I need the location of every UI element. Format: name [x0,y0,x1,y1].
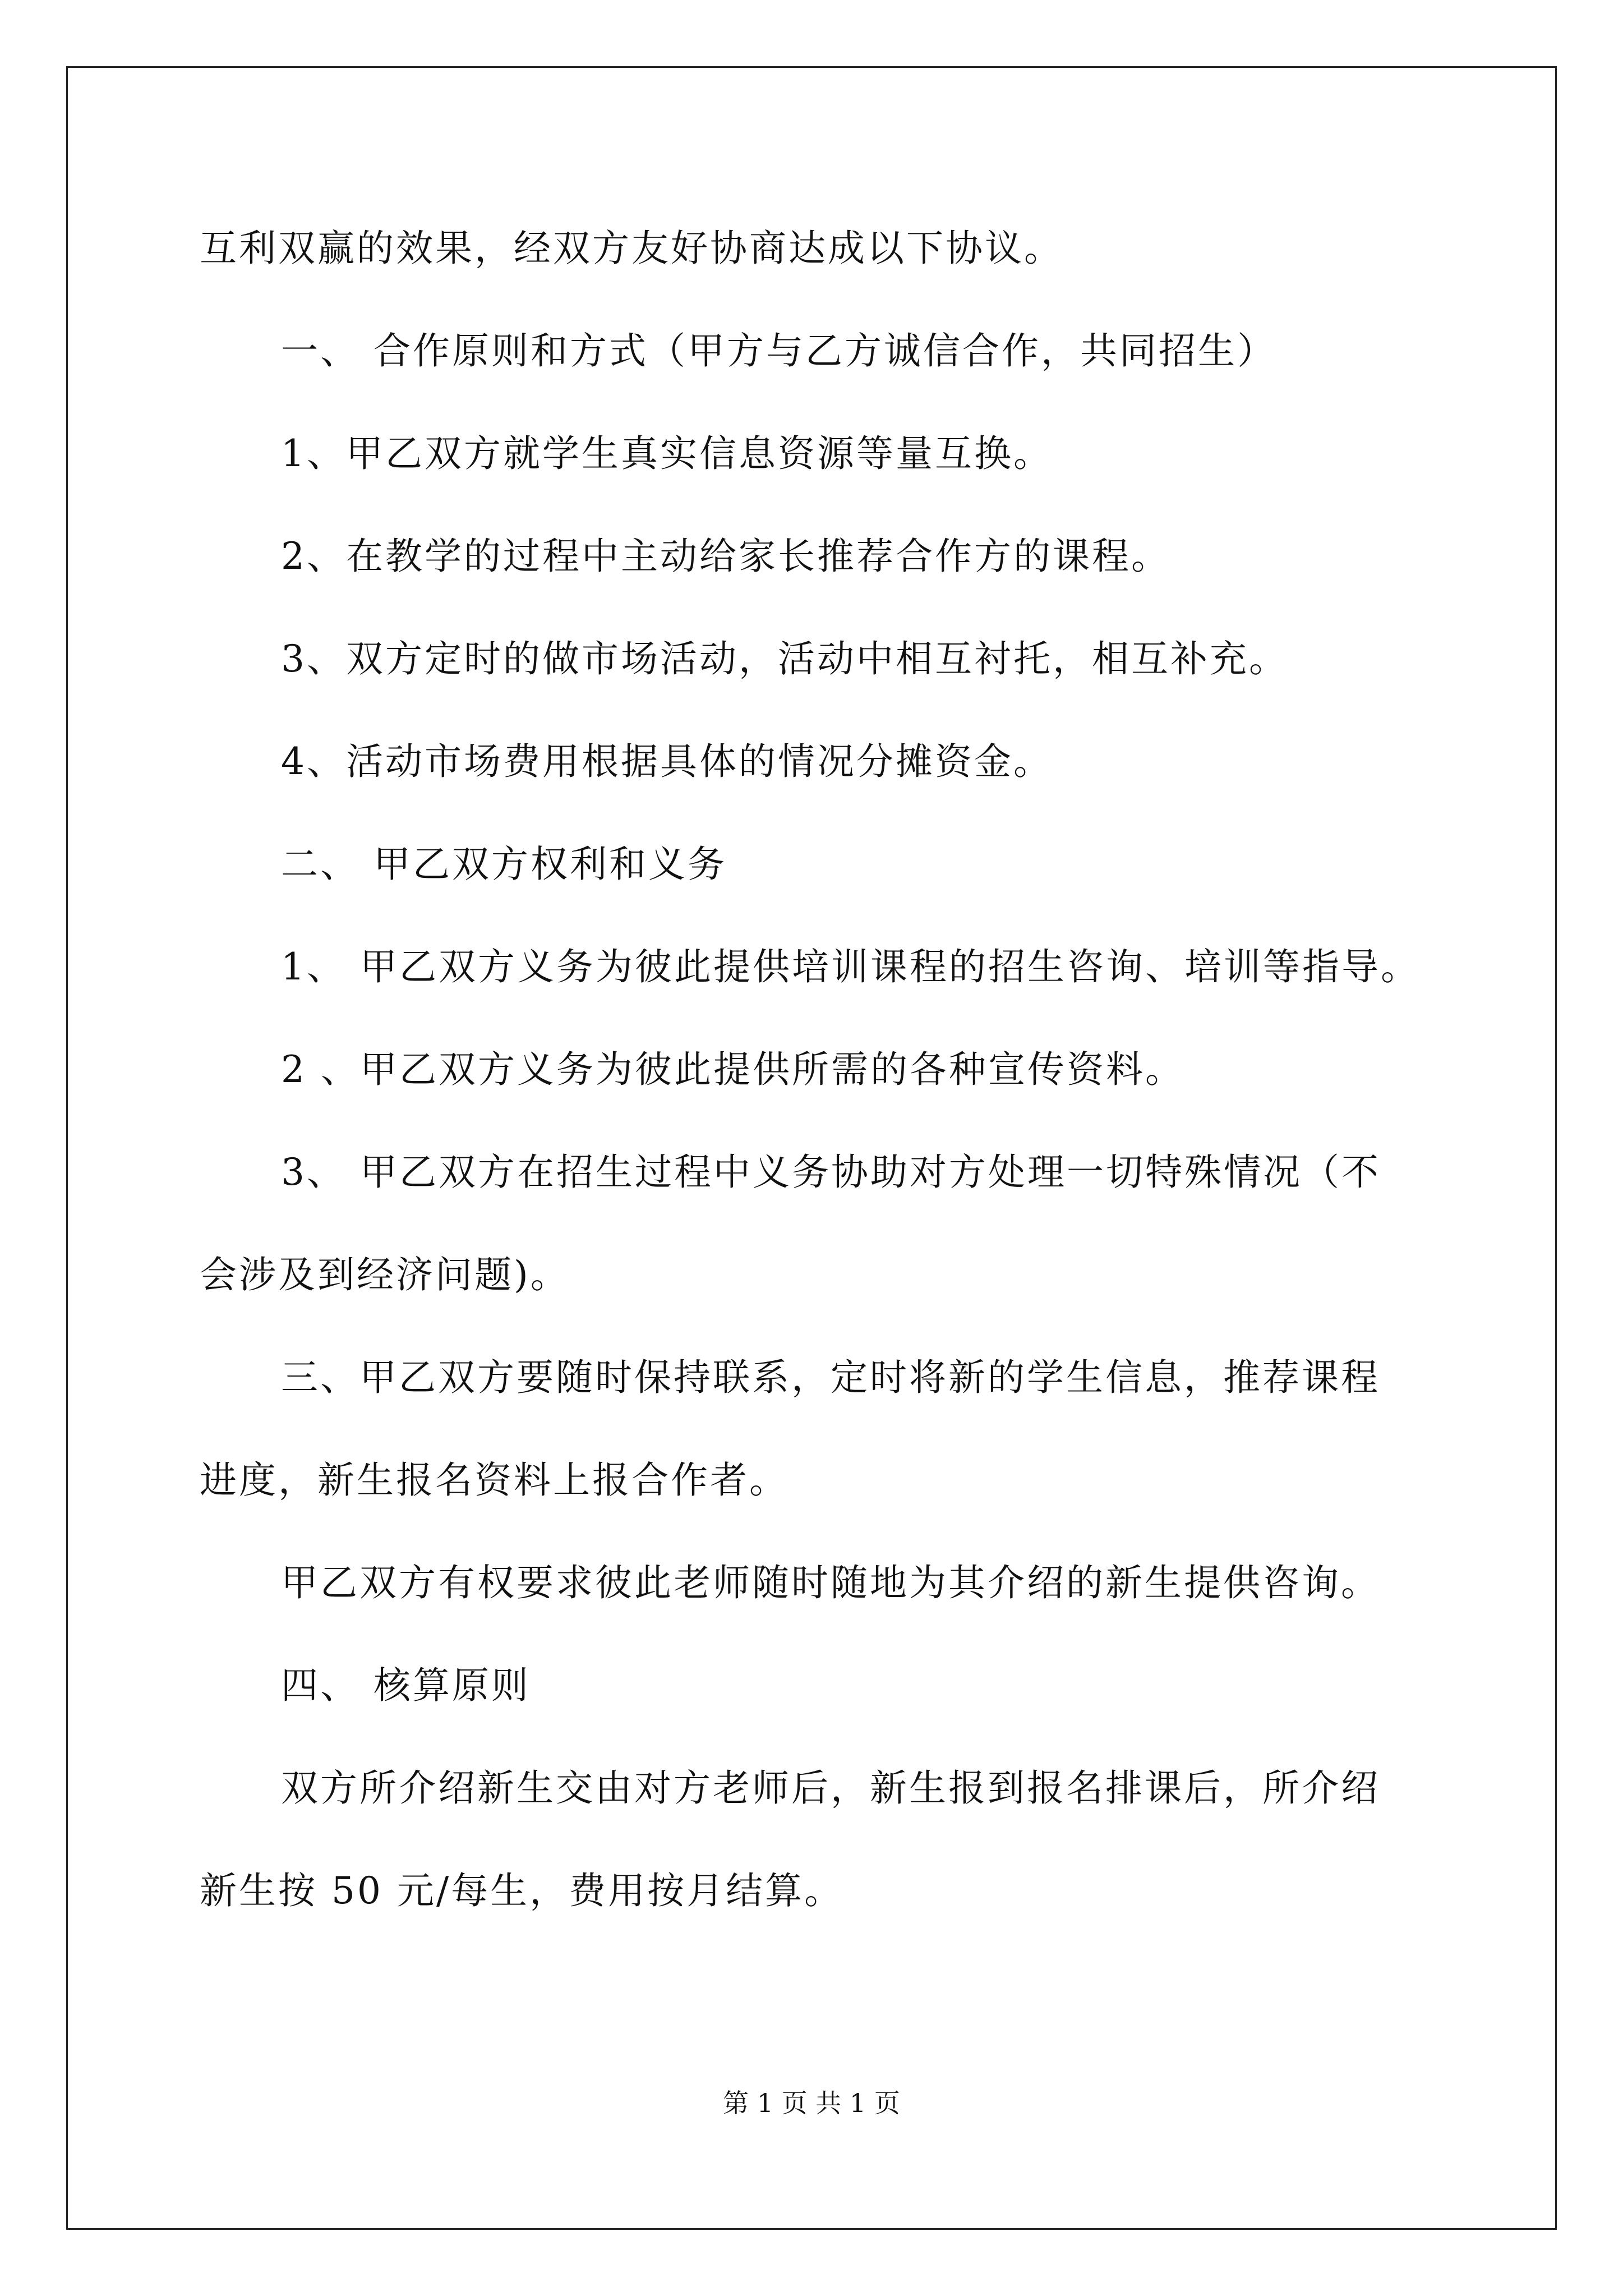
text-line: 会涉及到经济问题)。 [200,1253,570,1296]
section-heading: 二、 甲乙双方权利和义务 [281,843,727,886]
section-heading: 四、 核算原则 [281,1664,531,1707]
text-line: 1、 甲乙双方义务为彼此提供培训课程的招生咨询、培训等指导。 [281,945,1420,988]
text-line: 3、双方定时的做市场活动，活动中相互衬托，相互补充。 [281,637,1288,680]
text-line: 甲乙双方有权要求彼此老师随时随地为其介绍的新生提供咨询。 [281,1561,1380,1604]
text-line: 1、甲乙双方就学生真实信息资源等量互换。 [281,432,1053,475]
text-line: 3、 甲乙双方在招生过程中义务协助对方处理一切特殊情况（不 [281,1151,1381,1194]
text-line: 互利双赢的效果，经双方友好协商达成以下协议。 [200,227,1063,270]
text-line: 2 、甲乙双方义务为彼此提供所需的各种宣传资料。 [281,1048,1184,1091]
text-line: 2、在教学的过程中主动给家长推荐合作方的课程。 [281,535,1170,578]
text-line: 三、甲乙双方要随时保持联系，定时将新的学生信息，推荐课程 [281,1356,1380,1399]
text-line: 进度，新生报名资料上报合作者。 [200,1458,789,1502]
text-line: 双方所介绍新生交由对方老师后，新生报到报名排课后，所介绍 [281,1766,1380,1810]
page-number: 第 1 页 共 1 页 [723,2088,900,2118]
text-line: 新生按 50 元/每生，费用按月结算。 [200,1869,844,1912]
text-line: 4、活动市场费用根据具体的情况分摊资金。 [281,740,1053,783]
section-heading: 一、 合作原则和方式（甲方与乙方诚信合作，共同招生） [281,329,1276,372]
